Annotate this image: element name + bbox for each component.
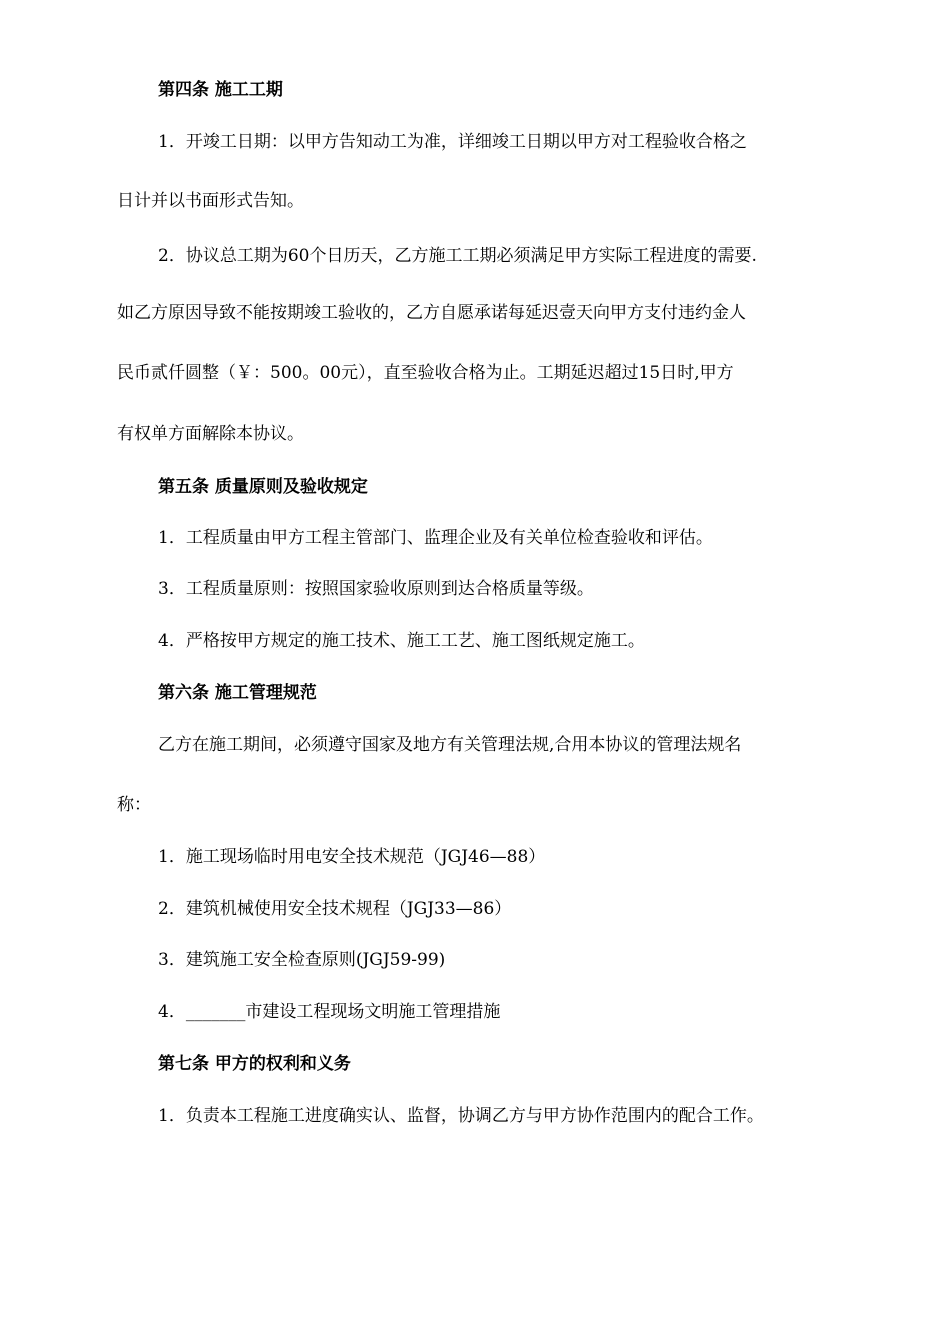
section-6-item-4: 4．_______市建设工程现场文明施工管理措施 <box>158 1002 501 1022</box>
section-4-item-1-line-2: 日计并以书面形式告知。 <box>117 191 304 211</box>
section-4-item-2-line-3: 民币贰仟圆整（￥：500。00元），直至验收合格为止。工期延迟超过15日时,甲方 <box>117 363 734 383</box>
section-6-item-1: 1．施工现场临时用电安全技术规范（JGJ46—88） <box>158 847 546 867</box>
section-6-intro-line-2: 称： <box>117 795 151 815</box>
section-6-heading: 第六条 施工管理规范 <box>158 683 317 703</box>
section-5-item-1: 1．工程质量由甲方工程主管部门、监理企业及有关单位检查验收和评估。 <box>158 528 713 548</box>
section-4-heading: 第四条 施工工期 <box>158 80 283 100</box>
section-6-item-2: 2．建筑机械使用安全技术规程（JGJ33—86） <box>158 899 512 919</box>
section-4-item-2-line-4: 有权单方面解除本协议。 <box>117 424 304 444</box>
section-4-item-2-line-1: 2．协议总工期为60个日历天，乙方施工工期必须满足甲方实际工程进度的需要. <box>158 246 757 266</box>
section-5-item-4: 4．严格按甲方规定的施工技术、施工工艺、施工图纸规定施工。 <box>158 631 645 651</box>
section-4-item-1-line-1: 1．开竣工日期：以甲方告知动工为准，详细竣工日期以甲方对工程验收合格之 <box>158 132 747 152</box>
section-7-heading: 第七条 甲方的权利和义务 <box>158 1054 351 1074</box>
section-5-item-3: 3．工程质量原则：按照国家验收原则到达合格质量等级。 <box>158 579 594 599</box>
section-6-intro-line-1: 乙方在施工期间，必须遵守国家及地方有关管理法规,合用本协议的管理法规名 <box>158 735 742 755</box>
section-6-item-3: 3．建筑施工安全检查原则(JGJ59-99) <box>158 950 446 970</box>
section-4-item-2-line-2: 如乙方原因导致不能按期竣工验收的，乙方自愿承诺每延迟壹天向甲方支付违约金人 <box>117 303 746 323</box>
section-7-item-1: 1．负责本工程施工进度确实认、监督，协调乙方与甲方协作范围内的配合工作。 <box>158 1106 764 1126</box>
section-5-heading: 第五条 质量原则及验收规定 <box>158 477 368 497</box>
